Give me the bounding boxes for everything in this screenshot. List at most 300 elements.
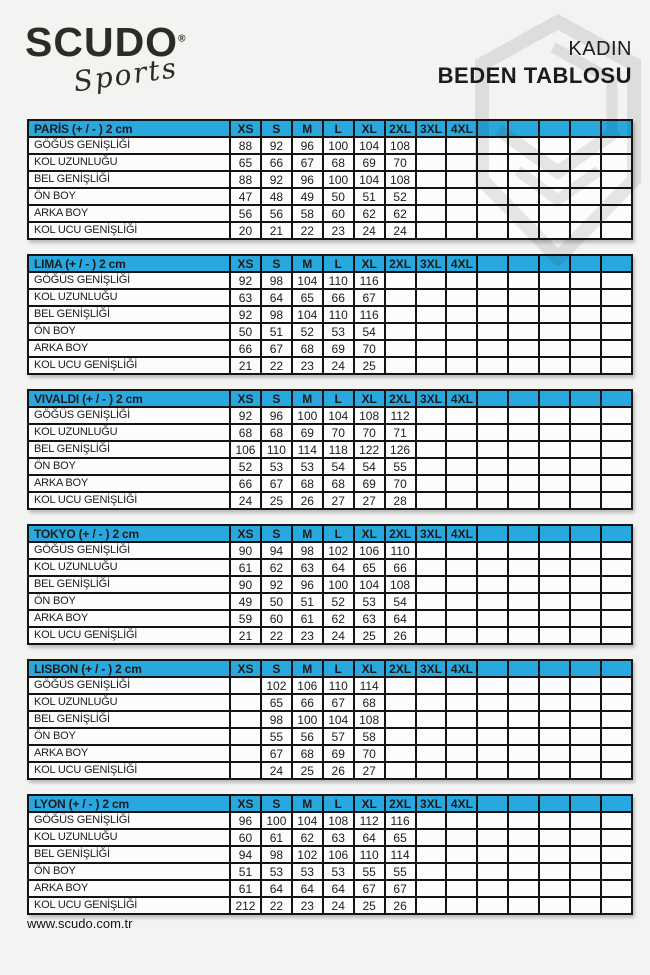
measure-value-cell xyxy=(230,711,261,728)
size-col-header-2xl: 2XL xyxy=(385,120,416,137)
measure-value-cell: 96 xyxy=(292,137,323,154)
table-header-row xyxy=(28,795,632,812)
measure-value-cell: 100 xyxy=(323,137,354,154)
size-col-header-xl: XL xyxy=(354,795,385,812)
size-col-header-empty xyxy=(508,390,539,407)
table-header-row xyxy=(28,390,632,407)
table-header-row xyxy=(28,660,632,677)
measure-value-cell xyxy=(416,137,447,154)
measure-value-cell xyxy=(570,711,601,728)
measure-label: GÖĞÜS GENİŞLİĞİ xyxy=(28,272,230,289)
measure-value-cell: 51 xyxy=(230,863,261,880)
measure-value-cell: 63 xyxy=(323,829,354,846)
size-col-header-s: S xyxy=(261,255,292,272)
size-col-header-xl: XL xyxy=(354,525,385,542)
size-col-header-empty xyxy=(570,255,601,272)
measure-value-cell xyxy=(539,711,570,728)
measure-row xyxy=(28,340,632,357)
measure-value-cell: 63 xyxy=(292,559,323,576)
measure-value-cell: 57 xyxy=(323,728,354,745)
measure-value-cell: 88 xyxy=(230,137,261,154)
measure-value-cell: 62 xyxy=(323,610,354,627)
measure-value-cell: 54 xyxy=(385,593,416,610)
measure-value-cell xyxy=(385,340,416,357)
measure-value-cell xyxy=(508,407,539,424)
measure-value-cell xyxy=(601,458,632,475)
measure-value-cell xyxy=(570,829,601,846)
size-col-header-empty xyxy=(570,390,601,407)
measure-value-cell xyxy=(416,441,447,458)
measure-value-cell xyxy=(601,897,632,914)
size-col-header-3xl: 3XL xyxy=(416,120,447,137)
size-col-header-l: L xyxy=(323,660,354,677)
measure-value-cell: 102 xyxy=(292,846,323,863)
measure-value-cell: 25 xyxy=(354,627,385,644)
measure-value-cell xyxy=(539,323,570,340)
measure-value-cell: 116 xyxy=(354,306,385,323)
measure-value-cell xyxy=(570,897,601,914)
measure-label: ARKA BOY xyxy=(28,880,230,897)
size-col-header-empty xyxy=(539,255,570,272)
measure-value-cell xyxy=(570,846,601,863)
measure-value-cell xyxy=(416,458,447,475)
measure-value-cell xyxy=(385,289,416,306)
measure-value-cell: 24 xyxy=(323,897,354,914)
registered-trademark-icon: ® xyxy=(178,33,186,45)
measure-value-cell xyxy=(508,863,539,880)
measure-value-cell xyxy=(570,458,601,475)
measure-value-cell: 64 xyxy=(292,880,323,897)
measure-value-cell xyxy=(508,812,539,829)
measure-row xyxy=(28,407,632,424)
measure-value-cell xyxy=(601,610,632,627)
measure-value-cell: 50 xyxy=(323,188,354,205)
measure-value-cell xyxy=(416,357,447,374)
measure-value-cell: 26 xyxy=(385,627,416,644)
measure-value-cell xyxy=(446,627,477,644)
measure-value-cell: 53 xyxy=(323,323,354,340)
measure-value-cell xyxy=(446,475,477,492)
measure-value-cell: 98 xyxy=(261,306,292,323)
measure-value-cell: 118 xyxy=(323,441,354,458)
measure-value-cell: 66 xyxy=(230,340,261,357)
size-col-header-s: S xyxy=(261,795,292,812)
measure-value-cell xyxy=(508,222,539,239)
measure-value-cell xyxy=(570,728,601,745)
measure-label: BEL GENİŞLİĞİ xyxy=(28,711,230,728)
measure-value-cell xyxy=(539,846,570,863)
measure-row xyxy=(28,627,632,644)
measure-value-cell: 24 xyxy=(385,222,416,239)
size-col-header-s: S xyxy=(261,120,292,137)
size-col-header-xs: XS xyxy=(230,660,261,677)
measure-value-cell: 27 xyxy=(354,492,385,509)
measure-value-cell xyxy=(477,897,508,914)
measure-value-cell: 24 xyxy=(230,492,261,509)
measure-value-cell xyxy=(477,829,508,846)
measure-value-cell xyxy=(477,171,508,188)
measure-row xyxy=(28,694,632,711)
measure-value-cell: 110 xyxy=(385,542,416,559)
measure-value-cell xyxy=(416,289,447,306)
measure-value-cell xyxy=(508,475,539,492)
measure-value-cell xyxy=(508,492,539,509)
measure-value-cell xyxy=(446,357,477,374)
measure-value-cell: 64 xyxy=(261,289,292,306)
measure-value-cell: 70 xyxy=(354,424,385,441)
measure-value-cell xyxy=(446,677,477,694)
size-col-header-empty xyxy=(570,795,601,812)
measure-value-cell xyxy=(601,627,632,644)
measure-value-cell: 20 xyxy=(230,222,261,239)
measure-value-cell xyxy=(446,407,477,424)
measure-value-cell: 106 xyxy=(230,441,261,458)
measure-value-cell: 69 xyxy=(354,154,385,171)
size-col-header-xl: XL xyxy=(354,390,385,407)
size-col-header-xs: XS xyxy=(230,390,261,407)
measure-value-cell xyxy=(539,627,570,644)
measure-value-cell: 90 xyxy=(230,576,261,593)
measure-row xyxy=(28,610,632,627)
brand-logo xyxy=(25,19,225,99)
measure-value-cell: 54 xyxy=(354,458,385,475)
measure-value-cell xyxy=(385,357,416,374)
measure-label: KOL UZUNLUĞU xyxy=(28,154,230,171)
measure-value-cell: 63 xyxy=(354,610,385,627)
measure-value-cell xyxy=(539,880,570,897)
measure-value-cell: 68 xyxy=(323,475,354,492)
measure-value-cell xyxy=(477,593,508,610)
size-table-vivaldi xyxy=(27,389,633,510)
measure-value-cell xyxy=(477,762,508,779)
measure-value-cell: 122 xyxy=(354,441,385,458)
measure-value-cell xyxy=(601,880,632,897)
measure-value-cell: 110 xyxy=(354,846,385,863)
measure-value-cell: 68 xyxy=(292,475,323,492)
measure-row xyxy=(28,323,632,340)
size-col-header-3xl: 3XL xyxy=(416,525,447,542)
measure-value-cell: 96 xyxy=(292,171,323,188)
measure-value-cell xyxy=(477,323,508,340)
measure-value-cell xyxy=(508,627,539,644)
measure-value-cell: 98 xyxy=(261,846,292,863)
measure-value-cell xyxy=(508,323,539,340)
measure-value-cell xyxy=(416,272,447,289)
size-col-header-4xl: 4XL xyxy=(446,660,477,677)
size-col-header-empty xyxy=(601,525,632,542)
size-col-header-s: S xyxy=(261,525,292,542)
measure-value-cell: 104 xyxy=(354,576,385,593)
measure-value-cell xyxy=(477,357,508,374)
measure-value-cell: 68 xyxy=(323,154,354,171)
measure-row xyxy=(28,154,632,171)
measure-value-cell: 67 xyxy=(261,475,292,492)
size-col-header-xs: XS xyxy=(230,525,261,542)
measure-value-cell: 112 xyxy=(354,812,385,829)
measure-value-cell xyxy=(570,863,601,880)
measure-value-cell: 92 xyxy=(261,171,292,188)
measure-value-cell: 53 xyxy=(292,458,323,475)
size-col-header-m: M xyxy=(292,120,323,137)
measure-value-cell xyxy=(601,829,632,846)
measure-value-cell xyxy=(416,205,447,222)
measure-value-cell xyxy=(446,222,477,239)
measure-label: ARKA BOY xyxy=(28,475,230,492)
measure-value-cell xyxy=(570,137,601,154)
measure-value-cell xyxy=(477,407,508,424)
measure-value-cell xyxy=(446,728,477,745)
measure-value-cell xyxy=(446,694,477,711)
measure-value-cell: 52 xyxy=(385,188,416,205)
size-col-header-3xl: 3XL xyxy=(416,255,447,272)
measure-label: GÖĞÜS GENİŞLİĞİ xyxy=(28,812,230,829)
measure-value-cell xyxy=(508,559,539,576)
measure-value-cell xyxy=(539,542,570,559)
size-col-header-3xl: 3XL xyxy=(416,795,447,812)
size-col-header-l: L xyxy=(323,120,354,137)
measure-value-cell xyxy=(601,593,632,610)
size-col-header-l: L xyxy=(323,255,354,272)
measure-value-cell: 62 xyxy=(354,205,385,222)
size-col-header-empty xyxy=(539,525,570,542)
measure-value-cell xyxy=(508,711,539,728)
measure-row xyxy=(28,137,632,154)
measure-value-cell xyxy=(508,576,539,593)
measure-value-cell: 65 xyxy=(385,829,416,846)
measure-value-cell: 25 xyxy=(292,762,323,779)
measure-value-cell xyxy=(508,610,539,627)
measure-value-cell xyxy=(508,677,539,694)
size-col-header-empty xyxy=(601,390,632,407)
measure-value-cell xyxy=(539,407,570,424)
measure-value-cell xyxy=(477,289,508,306)
measure-value-cell: 96 xyxy=(292,576,323,593)
size-col-header-2xl: 2XL xyxy=(385,525,416,542)
table-header-row xyxy=(28,255,632,272)
measure-value-cell: 61 xyxy=(230,880,261,897)
measure-value-cell xyxy=(477,627,508,644)
measure-value-cell: 56 xyxy=(261,205,292,222)
measure-value-cell: 92 xyxy=(230,272,261,289)
measure-label: ÖN BOY xyxy=(28,323,230,340)
measure-value-cell: 23 xyxy=(292,627,323,644)
measure-value-cell xyxy=(601,762,632,779)
measure-value-cell xyxy=(446,306,477,323)
measure-label: KOL UCU GENİŞLİĞİ xyxy=(28,222,230,239)
measure-value-cell: 98 xyxy=(261,711,292,728)
measure-value-cell xyxy=(477,137,508,154)
measure-value-cell xyxy=(539,762,570,779)
measure-value-cell: 70 xyxy=(354,745,385,762)
size-col-header-4xl: 4XL xyxy=(446,795,477,812)
size-col-header-empty xyxy=(477,795,508,812)
measure-value-cell: 102 xyxy=(323,542,354,559)
measure-value-cell: 64 xyxy=(354,829,385,846)
measure-value-cell: 108 xyxy=(385,576,416,593)
measure-value-cell: 47 xyxy=(230,188,261,205)
measure-value-cell xyxy=(601,357,632,374)
measure-value-cell: 104 xyxy=(292,306,323,323)
measure-label: BEL GENİŞLİĞİ xyxy=(28,846,230,863)
measure-value-cell xyxy=(570,357,601,374)
size-col-header-empty xyxy=(539,795,570,812)
measure-value-cell: 69 xyxy=(354,475,385,492)
measure-value-cell xyxy=(601,323,632,340)
size-col-header-empty xyxy=(477,525,508,542)
table-title: LIMA (+ / - ) 2 cm xyxy=(28,255,230,272)
measure-value-cell: 21 xyxy=(230,357,261,374)
measure-value-cell: 28 xyxy=(385,492,416,509)
measure-value-cell xyxy=(446,897,477,914)
measure-value-cell xyxy=(539,424,570,441)
measure-value-cell xyxy=(508,829,539,846)
measure-row xyxy=(28,222,632,239)
measure-value-cell: 53 xyxy=(323,863,354,880)
measure-value-cell xyxy=(416,340,447,357)
measure-value-cell xyxy=(416,627,447,644)
measure-value-cell xyxy=(477,492,508,509)
measure-value-cell xyxy=(601,745,632,762)
measure-value-cell xyxy=(477,188,508,205)
size-col-header-xs: XS xyxy=(230,795,261,812)
measure-value-cell xyxy=(230,745,261,762)
size-col-header-4xl: 4XL xyxy=(446,390,477,407)
measure-value-cell xyxy=(508,171,539,188)
size-table-lyon xyxy=(27,794,633,915)
measure-value-cell xyxy=(416,188,447,205)
measure-value-cell xyxy=(601,154,632,171)
size-col-header-l: L xyxy=(323,795,354,812)
measure-value-cell xyxy=(570,576,601,593)
measure-value-cell xyxy=(570,627,601,644)
measure-value-cell: 65 xyxy=(354,559,385,576)
measure-value-cell xyxy=(416,610,447,627)
measure-value-cell: 22 xyxy=(261,357,292,374)
measure-value-cell: 67 xyxy=(354,289,385,306)
measure-value-cell: 90 xyxy=(230,542,261,559)
size-col-header-empty xyxy=(508,525,539,542)
measure-value-cell xyxy=(539,441,570,458)
measure-value-cell: 106 xyxy=(292,677,323,694)
measure-value-cell xyxy=(539,289,570,306)
measure-value-cell: 64 xyxy=(385,610,416,627)
measure-value-cell xyxy=(508,188,539,205)
measure-value-cell: 23 xyxy=(323,222,354,239)
measure-value-cell xyxy=(416,880,447,897)
measure-value-cell xyxy=(601,863,632,880)
measure-row xyxy=(28,846,632,863)
size-table-lisbon xyxy=(27,659,633,780)
measure-value-cell xyxy=(539,188,570,205)
measure-value-cell: 67 xyxy=(385,880,416,897)
measure-value-cell: 51 xyxy=(292,593,323,610)
measure-label: KOL UCU GENİŞLİĞİ xyxy=(28,357,230,374)
measure-value-cell xyxy=(601,289,632,306)
measure-value-cell xyxy=(446,323,477,340)
measure-value-cell xyxy=(477,677,508,694)
measure-value-cell: 116 xyxy=(354,272,385,289)
measure-value-cell xyxy=(539,357,570,374)
table-title: TOKYO (+ / - ) 2 cm xyxy=(28,525,230,542)
measure-value-cell xyxy=(539,863,570,880)
brand-script: Sports xyxy=(71,51,180,99)
measure-label: BEL GENİŞLİĞİ xyxy=(28,171,230,188)
measure-value-cell xyxy=(446,711,477,728)
measure-value-cell: 24 xyxy=(323,627,354,644)
measure-value-cell xyxy=(570,475,601,492)
measure-value-cell: 51 xyxy=(261,323,292,340)
measure-row xyxy=(28,559,632,576)
size-col-header-empty xyxy=(539,390,570,407)
measure-value-cell: 114 xyxy=(354,677,385,694)
measure-row xyxy=(28,475,632,492)
measure-value-cell: 100 xyxy=(323,171,354,188)
measure-value-cell: 62 xyxy=(261,559,292,576)
measure-value-cell: 67 xyxy=(292,154,323,171)
measure-label: BEL GENİŞLİĞİ xyxy=(28,306,230,323)
measure-value-cell xyxy=(539,694,570,711)
table-title: LYON (+ / - ) 2 cm xyxy=(28,795,230,812)
measure-value-cell: 98 xyxy=(261,272,292,289)
measure-row xyxy=(28,829,632,846)
measure-value-cell xyxy=(446,745,477,762)
measure-value-cell: 60 xyxy=(230,829,261,846)
measure-value-cell xyxy=(477,154,508,171)
measure-value-cell: 25 xyxy=(354,897,385,914)
measure-value-cell: 66 xyxy=(292,694,323,711)
measure-value-cell xyxy=(416,762,447,779)
measure-value-cell: 64 xyxy=(261,880,292,897)
measure-value-cell xyxy=(477,846,508,863)
table-title: PARİS (+ / - ) 2 cm xyxy=(28,120,230,137)
measure-value-cell: 55 xyxy=(354,863,385,880)
size-table-lima xyxy=(27,254,633,375)
measure-value-cell: 112 xyxy=(385,407,416,424)
measure-value-cell xyxy=(446,188,477,205)
measure-value-cell xyxy=(416,846,447,863)
measure-value-cell xyxy=(601,222,632,239)
measure-value-cell xyxy=(416,576,447,593)
measure-value-cell xyxy=(601,492,632,509)
measure-value-cell: 92 xyxy=(261,576,292,593)
measure-value-cell xyxy=(416,475,447,492)
measure-value-cell: 116 xyxy=(385,812,416,829)
measure-value-cell: 62 xyxy=(292,829,323,846)
measure-value-cell xyxy=(446,593,477,610)
measure-value-cell: 61 xyxy=(292,610,323,627)
measure-value-cell: 102 xyxy=(261,677,292,694)
measure-value-cell xyxy=(508,880,539,897)
measure-value-cell xyxy=(539,154,570,171)
measure-value-cell: 64 xyxy=(323,559,354,576)
measure-value-cell xyxy=(477,458,508,475)
table-title: VIVALDI (+ / - ) 2 cm xyxy=(28,390,230,407)
measure-value-cell xyxy=(539,728,570,745)
measure-label: ARKA BOY xyxy=(28,205,230,222)
measure-value-cell: 66 xyxy=(385,559,416,576)
measure-value-cell xyxy=(446,205,477,222)
measure-row xyxy=(28,576,632,593)
measure-value-cell: 108 xyxy=(323,812,354,829)
measure-value-cell: 27 xyxy=(323,492,354,509)
measure-value-cell: 100 xyxy=(292,711,323,728)
measure-value-cell: 59 xyxy=(230,610,261,627)
size-col-header-s: S xyxy=(261,660,292,677)
measure-row xyxy=(28,289,632,306)
measure-value-cell: 70 xyxy=(385,154,416,171)
size-table-tokyo xyxy=(27,524,633,645)
size-col-header-empty xyxy=(508,660,539,677)
